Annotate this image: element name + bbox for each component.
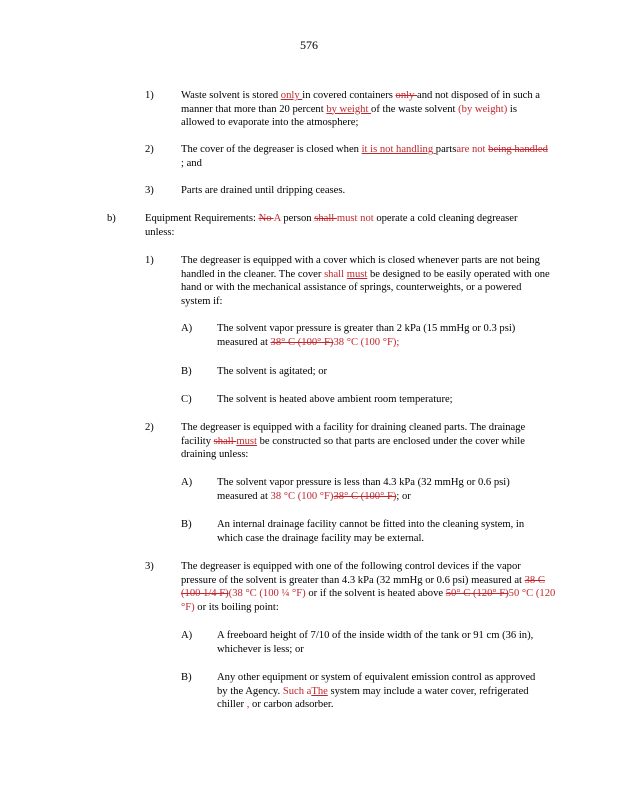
deleted-text: only xyxy=(395,90,417,101)
deleted-text: 38° C (100° F) xyxy=(333,490,397,502)
text-run: of the waste solvent xyxy=(371,103,459,115)
text-run: Any other equipment or system of equivalent emission control as approved by the Agency. xyxy=(217,672,536,697)
item-label: 1) xyxy=(145,255,154,266)
deleted-text: 38 C (100 1/4 F) xyxy=(181,574,545,599)
revised-text: must not xyxy=(336,213,374,224)
paragraph-internal-drainage xyxy=(217,518,547,545)
text-run: operate a cold cleaning degreaser unless: xyxy=(145,213,518,238)
text-run: is allowed to evaporate into the atmosphere; xyxy=(181,103,517,128)
paragraph-solvent-heated xyxy=(217,393,547,407)
paragraph-waste-solvent xyxy=(181,89,551,130)
deleted-text: 38° C (100° F) xyxy=(270,336,334,348)
text-run: Equipment Requirements: xyxy=(145,213,259,224)
text-run: be constructed so that parts are enclosed under the cover while draining unless: xyxy=(181,435,525,460)
text-run: The degreaser is equipped with a cover which is closed whenever parts are not being handled in the cleaner. The cover xyxy=(181,255,540,280)
revised-text: 38 °C (100 °F); xyxy=(333,336,400,348)
paragraph-vapor-pressure-greater xyxy=(217,322,547,349)
revised-text: are not xyxy=(456,144,489,155)
item-label: 2) xyxy=(145,144,154,155)
paragraph-parts-drained xyxy=(181,184,551,198)
text-run: The solvent is heated above ambient room temperature; xyxy=(217,394,453,405)
text-run: ; and xyxy=(181,157,202,169)
item-label: A) xyxy=(181,323,193,334)
inserted-text: by weight xyxy=(326,103,372,115)
inserted-text: The xyxy=(311,685,328,697)
text-run: The degreaser is equipped with one of the following control devices if the vapor pressure of the solvent is greater than 4.3 kPa (32 mmHg or 0.6 psi) measured at xyxy=(181,561,525,586)
paragraph-other-equipment xyxy=(217,671,547,712)
revised-text: (38 °C (100 ¼ °F) xyxy=(228,588,306,599)
paragraph-drainage-facility xyxy=(181,421,551,462)
item-label: A) xyxy=(181,630,193,641)
text-run: be designed to be easily operated with one hand or with the mechanical assistance of springs, counterweights, or a powered system if: xyxy=(181,268,550,307)
text-run: or its boiling point: xyxy=(194,601,279,613)
section-label: b) xyxy=(107,213,116,224)
inserted-text: must xyxy=(346,268,368,280)
text-run: system may include a water cover, refrigerated chiller xyxy=(217,685,529,710)
text-run: or if the solvent is heated above xyxy=(305,588,446,599)
paragraph-solvent-agitated xyxy=(217,365,547,379)
deleted-text: shall xyxy=(314,213,337,224)
revised-text: shall xyxy=(324,268,347,280)
item-label: B) xyxy=(181,366,192,377)
inserted-text: only xyxy=(280,90,303,101)
revised-text: A xyxy=(273,213,281,224)
paragraph-cover-closed xyxy=(181,143,551,170)
text-run: or carbon adsorber. xyxy=(249,699,334,710)
item-label: 1) xyxy=(145,90,154,101)
item-label: 3) xyxy=(145,185,154,196)
text-run: and not disposed of in such a manner that more than 20 percent xyxy=(181,90,540,115)
text-run: ; or xyxy=(396,490,411,502)
page-number: 576 xyxy=(300,38,318,52)
item-label: B) xyxy=(181,519,192,530)
item-label: A) xyxy=(181,477,193,488)
text-run: in covered containers xyxy=(302,90,396,101)
revised-text: , xyxy=(246,699,250,710)
deleted-text: 50° C (120° F) xyxy=(445,588,509,599)
paragraph-freeboard-height xyxy=(217,629,547,656)
paragraph-degreaser-cover xyxy=(181,254,551,308)
revised-text: 50 °C (120 °F) xyxy=(181,588,556,613)
text-run: The degreaser is equipped with a facility for draining cleaned parts. The drainage facility xyxy=(181,422,526,447)
revised-text: Such a xyxy=(282,685,312,697)
text-run: Parts are drained until dripping ceases. xyxy=(181,185,346,196)
section-equipment-requirements xyxy=(145,212,530,239)
item-label: B) xyxy=(181,672,192,683)
text-run: parts xyxy=(435,144,457,155)
text-run: The solvent vapor pressure is less than 4.3 kPa (32 mmHg or 0.6 psi) measured at xyxy=(217,477,510,502)
text-run: Waste solvent is stored xyxy=(181,90,281,101)
paragraph-vapor-pressure-less xyxy=(217,476,547,503)
revised-text: (by weight) xyxy=(458,103,508,115)
inserted-text: must xyxy=(236,435,257,447)
text-run: A freeboard height of 7/10 of the inside width of the tank or 91 cm (36 in), whichever is less; or xyxy=(217,630,534,655)
deleted-text: No xyxy=(258,213,274,224)
deleted-text: being handled xyxy=(488,144,548,155)
item-label: C) xyxy=(181,394,192,405)
paragraph-control-devices xyxy=(181,560,556,614)
item-label: 3) xyxy=(145,561,154,572)
inserted-text: it is not handling xyxy=(361,144,436,155)
item-label: 2) xyxy=(145,422,154,433)
revised-text: 38 °C (100 °F) xyxy=(270,490,334,502)
text-run: The solvent vapor pressure is greater than 2 kPa (15 mmHg or 0.3 psi) measured at xyxy=(217,323,516,348)
deleted-text: shall xyxy=(213,435,237,447)
text-run: person xyxy=(280,213,315,224)
text-run: The cover of the degreaser is closed when xyxy=(181,144,362,155)
text-run: The solvent is agitated; or xyxy=(217,366,328,377)
text-run: An internal drainage facility cannot be fitted into the cleaning system, in which case the drainage facility may be external. xyxy=(217,519,525,544)
